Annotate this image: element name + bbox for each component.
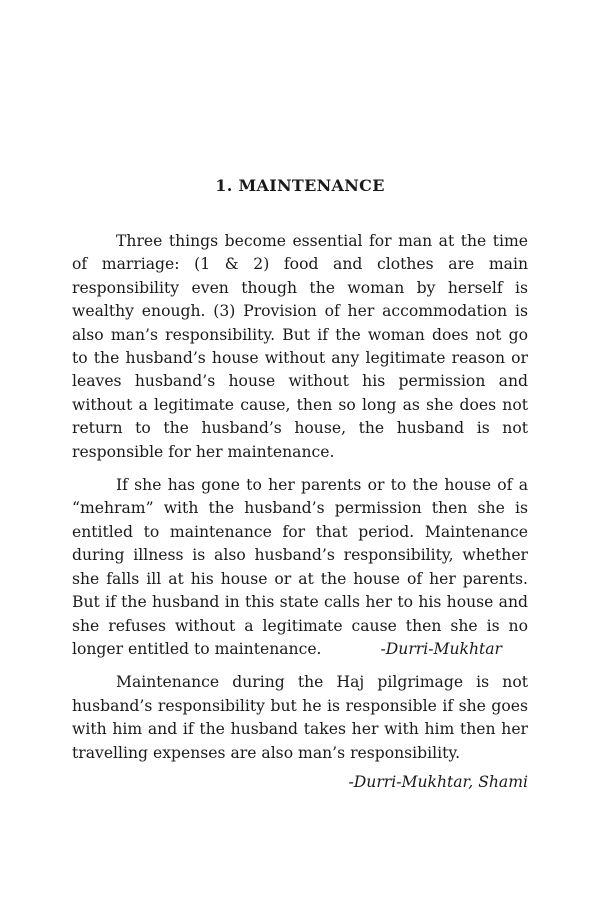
paragraph-3: Maintenance during the Haj pilgrimage is not husband’s responsibility but he is responsible if she goes with him and if the husband takes her with him then her travelling expenses are also man’s responsibility.: [72, 673, 528, 762]
paragraph-2-text: If she has gone to her parents or to the house of a “mehram” with the husband’s permission then she is entitled to maintenance for that period. Maintenance during illness is also husband’s responsibility, whether she falls ill at his house or at the house of her parents. But if the husband in this state calls her to his house and she refuses without a legitimate cause then she is no longer entitled to maintenance.: [72, 476, 528, 658]
paragraph-1: Three things become essential for man at the time of marriage: (1 & 2) food and clothes are main responsibility even though the woman by herself is wealthy enough. (3) Provision of her accommodation is also man’s responsibility. But if the woman does not go to the husband’s house without any legitimate reason or leaves husband’s house without his permission and without a legitimate cause, then so long as she does not return to the husband’s house, the husband is not responsible for her maintenance.: [72, 232, 528, 461]
paragraph-2: [72, 474, 528, 661]
section-heading: 1. MAINTENANCE: [215, 176, 385, 195]
page-body: [72, 176, 528, 794]
paragraph-3-reference: -Durri-Mukhtar, Shami: [348, 772, 528, 791]
paragraph-2-reference: -Durri-Mukhtar: [380, 639, 502, 658]
